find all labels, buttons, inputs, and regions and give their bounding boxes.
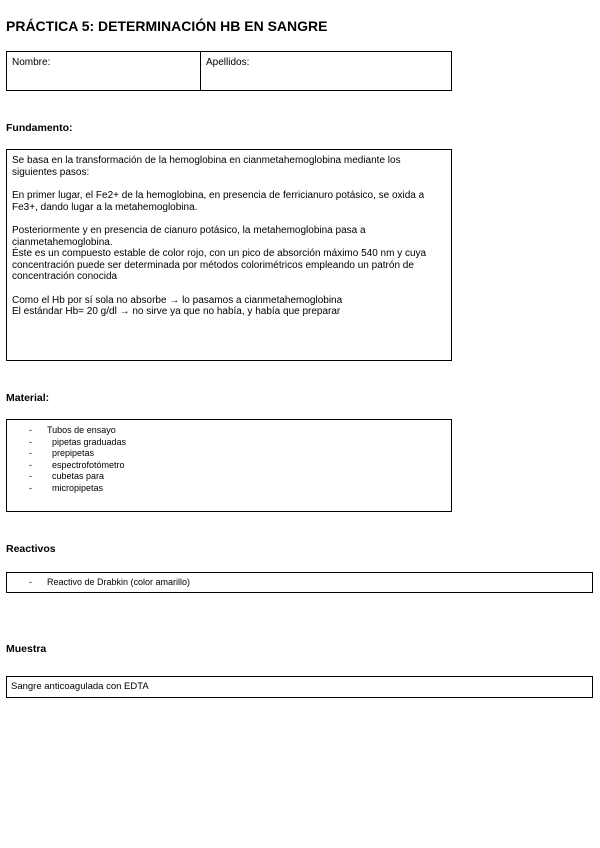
- fundamento-paragraph: El estándar Hb= 20 g/dl → no sirve ya que no había, y había que preparar: [12, 306, 341, 317]
- material-box: [6, 419, 452, 512]
- list-item: - pipetas graduadas: [29, 436, 127, 447]
- list-item: - cubetas para: [29, 471, 105, 481]
- material-item-text: prepipetas: [52, 448, 95, 458]
- student-info-box: [6, 51, 452, 91]
- muestra-heading: Muestra: [6, 643, 47, 655]
- list-item: - Tubos de ensayo: [29, 425, 116, 435]
- material-item-text: micropipetas: [52, 482, 104, 493]
- material-item-text: Tubos de ensayo: [47, 425, 116, 435]
- fundamento-paragraph: Se basa en la transformación de la hemoglobina en cianmetahemoglobina mediante los siguientes pasos:: [12, 155, 401, 178]
- fundamento-paragraph: Posteriormente y en presencia de cianuro potásico, la metahemoglobina pasa a cianmetahemoglobina.: [12, 225, 366, 248]
- material-item-text: cubetas para: [52, 471, 105, 481]
- page-title: PRÁCTICA 5: DETERMINACIÓN HB EN SANGRE: [6, 18, 328, 34]
- reactivo-item-text: Reactivo de Drabkin (color amarillo): [47, 577, 191, 587]
- name-field[interactable]: Nombre:: [7, 52, 201, 90]
- material-list: [7, 425, 451, 494]
- material-item-text: pipetas graduadas: [52, 436, 127, 447]
- fundamento-paragraph: Éste es un compuesto estable de color rojo, con un pico de absorción máximo 540 nm y cuya concentración puede ser determinada por métodos colorimétricos empleando un patrón de concentración conocida: [12, 248, 427, 282]
- list-item: - micropipetas: [29, 482, 104, 493]
- muestra-box: Sangre anticoagulada con EDTA: [6, 676, 593, 698]
- material-item-text: espectrofotómetro: [52, 459, 125, 470]
- fundamento-paragraph: Como el Hb por sí sola no absorbe → lo pasamos a cianmetahemoglobina: [12, 294, 343, 306]
- reactivos-box: [6, 572, 593, 593]
- list-item: - espectrofotómetro: [29, 459, 125, 470]
- reactivos-heading: Reactivos: [6, 543, 56, 555]
- surname-field[interactable]: Apellidos:: [206, 57, 250, 68]
- fundamento-box: [6, 149, 452, 361]
- fundamento-heading: Fundamento:: [6, 122, 73, 134]
- list-item: - Reactivo de Drabkin (color amarillo): [29, 577, 191, 587]
- list-item: - prepipetas: [29, 448, 95, 458]
- fundamento-paragraph: En primer lugar, el Fe2+ de la hemoglobina, en presencia de ferricianuro potásico, se oxida a Fe3+, dando lugar a la metahemoglobina.: [12, 190, 425, 213]
- material-heading: Material:: [6, 392, 50, 404]
